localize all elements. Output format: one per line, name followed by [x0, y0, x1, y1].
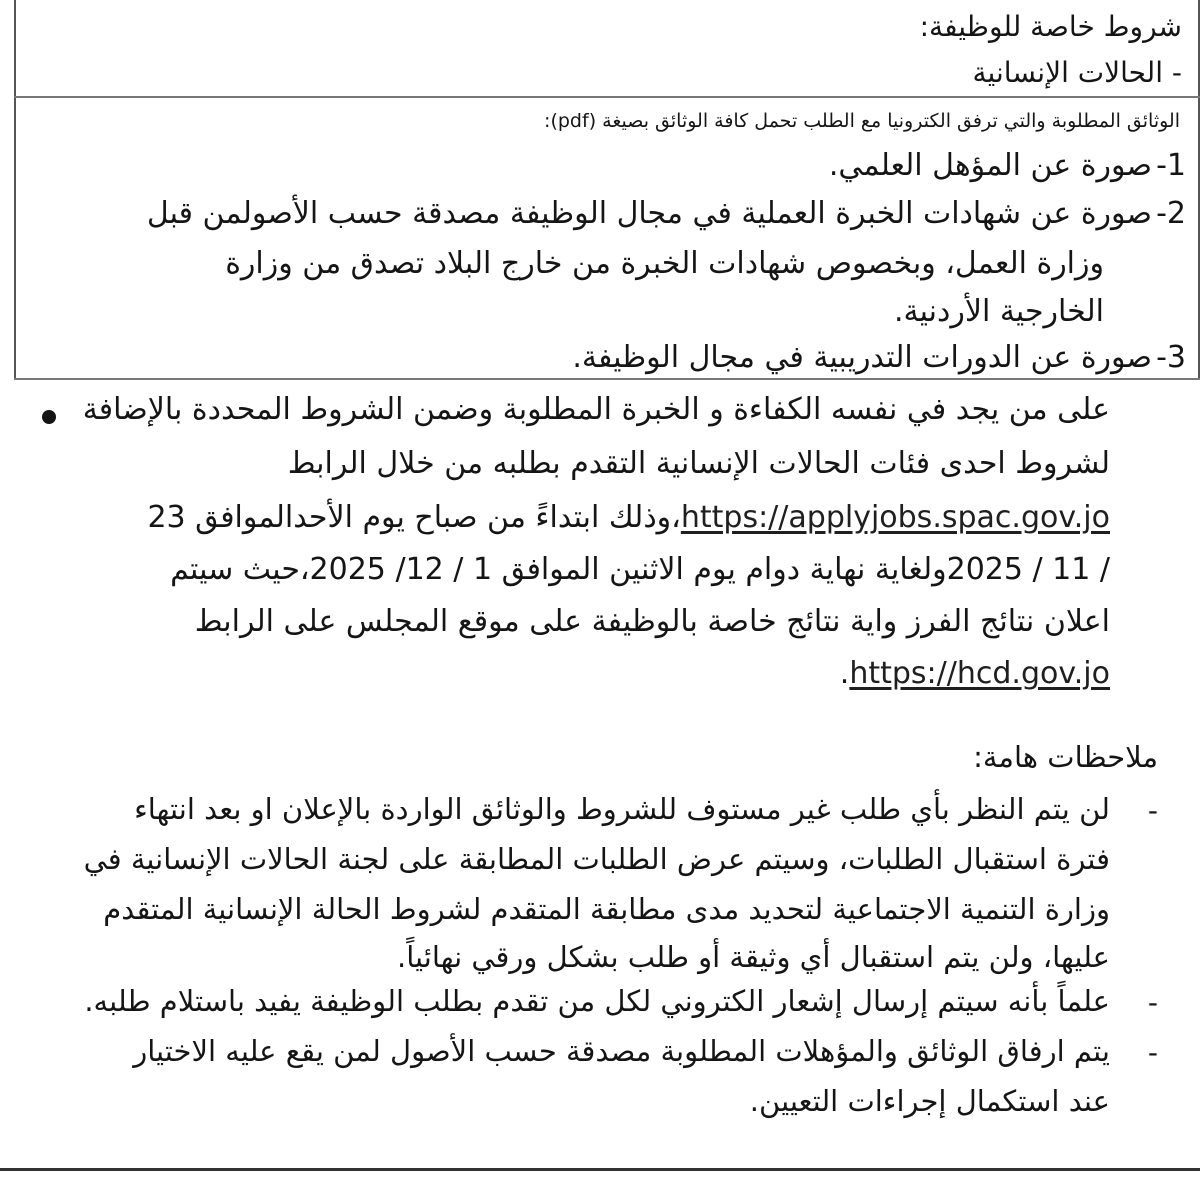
doc-item-text: صورة عن المؤهل العلمي.: [828, 148, 1152, 183]
note-dash: -: [1147, 794, 1158, 827]
application-line: / 11 / 2025ولغاية نهاية دوام يوم الاثنين الموافق 1 / 12/ 2025،حيث سيتم: [170, 552, 1110, 587]
note-line: عليها، ولن يتم استقبال أي وثيقة أو طلب بشكل ورقي نهائياً.: [396, 940, 1110, 974]
doc-item-number: 2-: [1156, 196, 1186, 231]
bullet-icon: [42, 410, 56, 424]
application-line-text: ،وذلك ابتداءً من صباح يوم الأحدالموافق 23: [147, 500, 681, 535]
doc-item-number: 1-: [1156, 148, 1186, 183]
table-bottom-border: [14, 378, 1200, 380]
hcd-link[interactable]: https://hcd.gov.jo: [849, 656, 1110, 691]
application-line: على من يجد في نفسه الكفاءة و الخبرة المطلوبة وضمن الشروط المحددة بالإضافة: [82, 392, 1110, 427]
note-dash: -: [1147, 986, 1158, 1019]
doc-item-text: صورة عن شهادات الخبرة العملية في مجال الوظيفة مصدقة حسب الأصولمن قبل: [146, 196, 1152, 231]
doc-item-text: وزارة العمل، وبخصوص شهادات الخبرة من خارج البلاد تصدق من وزارة: [225, 246, 1104, 281]
humanitarian-cases-label: - الحالات الإنسانية: [972, 56, 1182, 89]
note-line: علماً بأنه سيتم إرسال إشعار الكتروني لكل من تقدم بطلب الوظيفة يفيد باستلام طلبه.: [84, 984, 1110, 1018]
application-line-with-link: [147, 500, 1110, 535]
url-suffix: .: [839, 656, 850, 691]
table-row-divider: [14, 96, 1200, 98]
applyjobs-link[interactable]: https://applyjobs.spac.gov.jo: [680, 500, 1110, 535]
note-line: لن يتم النظر بأي طلب غير مستوف للشروط والوثائق الواردة بالإعلان او بعد انتهاء: [134, 792, 1110, 826]
doc-item-text: صورة عن الدورات التدريبية في مجال الوظيفة.: [572, 340, 1152, 375]
doc-item-number: 3-: [1156, 340, 1186, 375]
table-left-border: [14, 0, 16, 380]
application-line: اعلان نتائج الفرز واية نتائج خاصة بالوظيفة على موقع المجلس على الرابط: [194, 604, 1110, 639]
note-line: عند استكمال إجراءات التعيين.: [749, 1084, 1110, 1118]
note-line: يتم ارفاق الوثائق والمؤهلات المطلوبة مصدقة حسب الأصول لمن يقع عليه الاختيار: [133, 1034, 1110, 1068]
documents-intro: الوثائق المطلوبة والتي ترفق الكترونيا مع الطلب تحمل كافة الوثائق بصيغة (pdf):: [544, 110, 1180, 132]
important-notes-title: ملاحظات هامة:: [973, 740, 1158, 774]
note-line: وزارة التنمية الاجتماعية لتحديد مدى مطابقة المتقدم لشروط الحالة الإنسانية المتقدم: [103, 892, 1110, 926]
application-line: لشروط احدى فئات الحالات الإنسانية التقدم بطلبه من خلال الرابط: [287, 446, 1110, 481]
doc-item-text: الخارجية الأردنية.: [894, 294, 1104, 329]
note-line: فترة استقبال الطلبات، وسيتم عرض الطلبات المطابقة على لجنة الحالات الإنسانية في: [83, 842, 1110, 876]
special-conditions-title: شروط خاصة للوظيفة:: [919, 10, 1182, 43]
application-line-with-link: [840, 656, 1110, 691]
note-dash: -: [1147, 1036, 1158, 1069]
bottom-rule: [0, 1168, 1200, 1171]
